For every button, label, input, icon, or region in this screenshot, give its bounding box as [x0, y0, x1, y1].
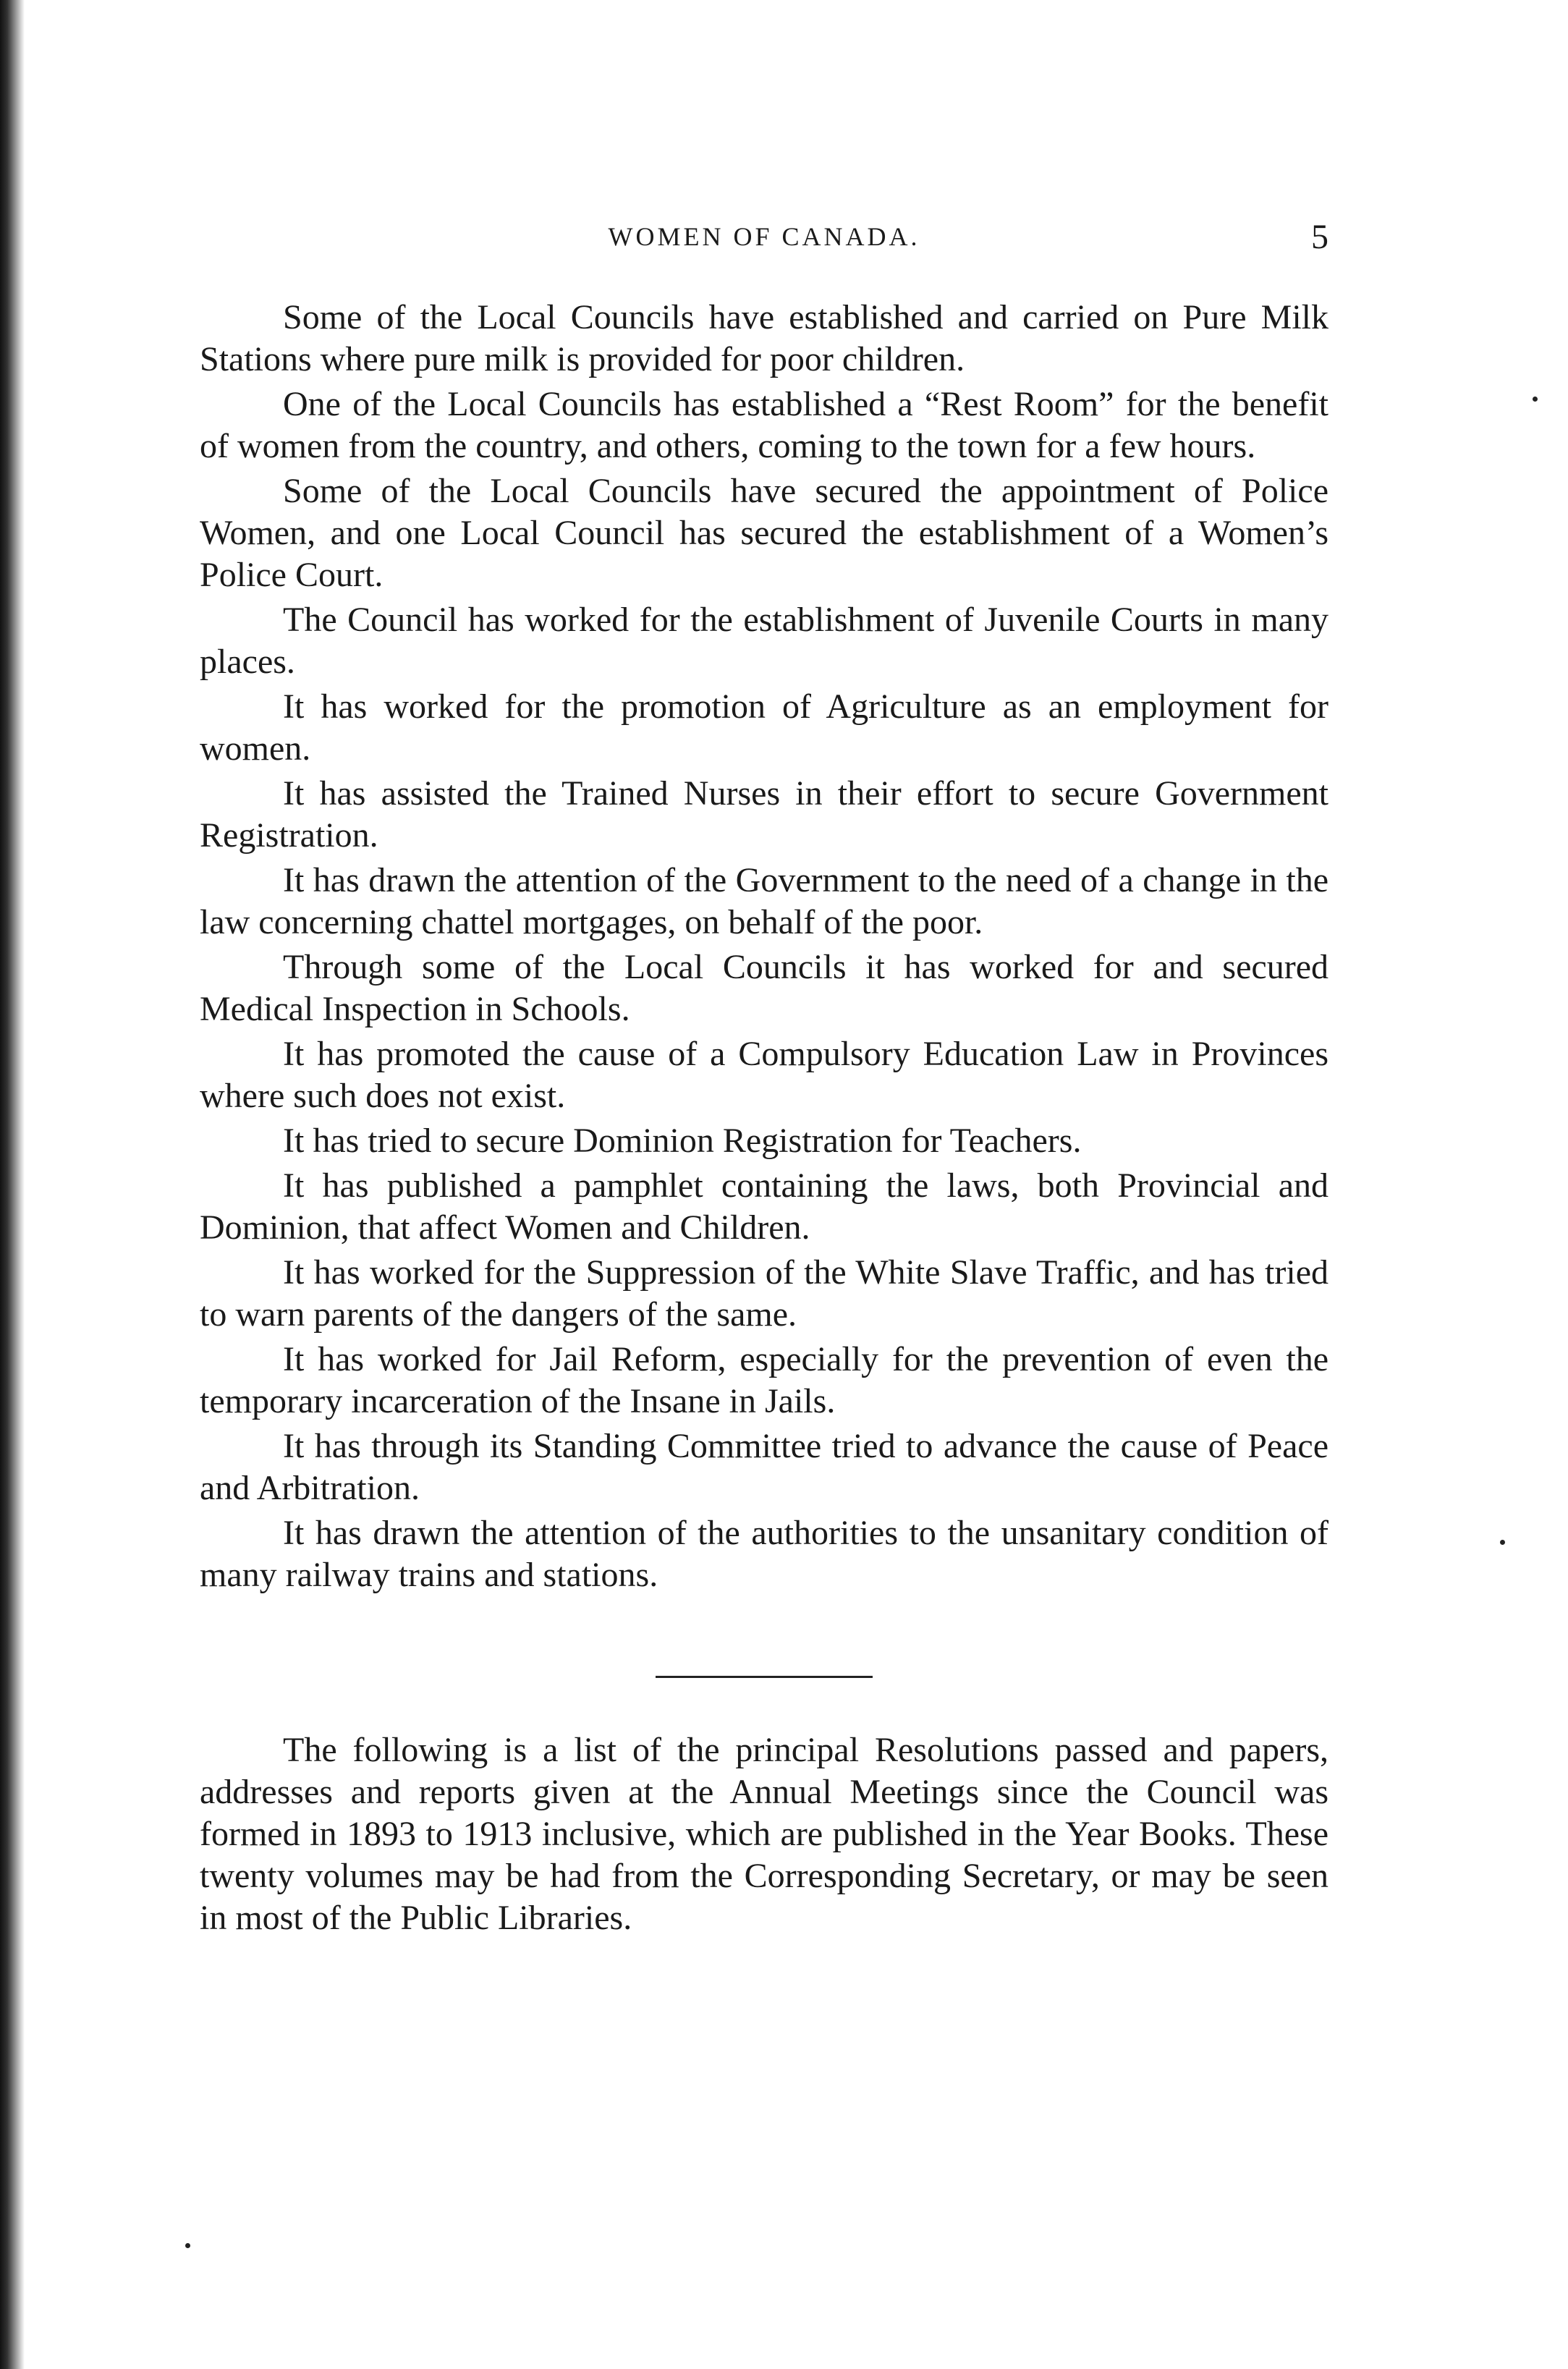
paragraph: The Council has worked for the establishment of Juvenile Courts in many places.: [200, 601, 1328, 681]
paragraph: One of the Local Councils has established a “Rest Room” for the benefit of women from the country, and others, coming to the town for a few hours.: [200, 385, 1328, 465]
paragraph: It has tried to secure Dominion Registration for Teachers.: [283, 1122, 1082, 1160]
paragraph: It has drawn the attention of the authorities to the unsanitary condition of many railway trains and stations.: [200, 1514, 1328, 1594]
print-speck: [1500, 1540, 1505, 1545]
paragraph: It has published a pamphlet containing the laws, both Provincial and Dominion, that affect Women and Children.: [200, 1166, 1328, 1247]
paragraph: Through some of the Local Councils it has worked for and secured Medical Inspection in Schools.: [200, 948, 1328, 1028]
paragraph: It has through its Standing Committee tried to advance the cause of Peace and Arbitration.: [200, 1427, 1328, 1507]
paragraph: Some of the Local Councils have secured the appointment of Police Women, and one Local Council has secured the establishment of a Women’s Police Court.: [200, 472, 1328, 594]
print-speck: [185, 2243, 190, 2248]
running-head: WOMEN OF CANADA.: [608, 222, 920, 251]
body-text: [200, 297, 1328, 1942]
paragraph: It has assisted the Trained Nurses in their effort to secure Government Registration.: [200, 774, 1328, 855]
paragraph: It has worked for Jail Reform, especially for the prevention of even the temporary incarceration of the Insane in Jails.: [200, 1340, 1328, 1420]
paragraph: It has promoted the cause of a Compulsory Education Law in Provinces where such does not exist.: [200, 1035, 1328, 1115]
paragraph: It has worked for the promotion of Agriculture as an employment for women.: [200, 687, 1328, 768]
divider-rule: [656, 1676, 873, 1678]
closing-paragraph: The following is a list of the principal Resolutions passed and papers, addresses and reports given at the Annual Meetings since the Council was formed in 1893 to 1913 inclusive, which are published in the Year Books. These twenty volumes may be had from the Corresponding Secretary, or may be seen in most of the Public Libraries.: [200, 1731, 1328, 1937]
paragraph: It has worked for the Suppression of the White Slave Traffic, and has tried to warn parents of the dangers of the same.: [200, 1253, 1328, 1334]
paragraph: Some of the Local Councils have established and carried on Pure Milk Stations where pure milk is provided for poor children.: [200, 298, 1328, 378]
book-spine-shadow: [0, 0, 25, 2369]
print-speck: [1533, 397, 1538, 402]
section-divider: [200, 1599, 1328, 1729]
page-header: [200, 217, 1328, 268]
page-number: 5: [1311, 218, 1328, 256]
paragraph: It has drawn the attention of the Government to the need of a change in the law concerning chattel mortgages, on behalf of the poor.: [200, 861, 1328, 941]
